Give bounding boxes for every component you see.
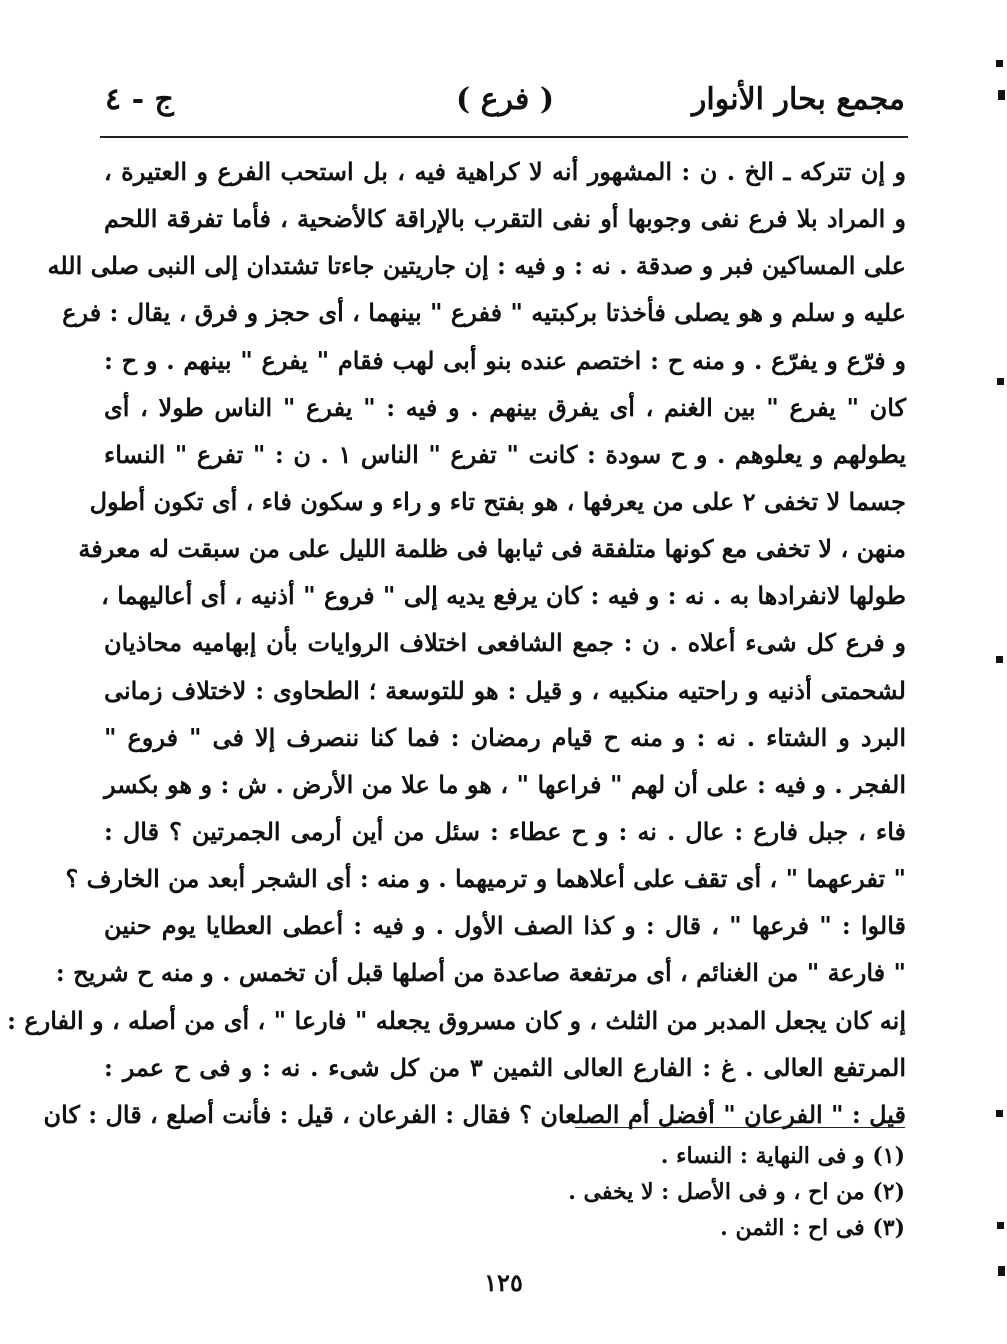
main-text — [7, 148, 907, 1138]
text-line: منهن ، لا تخفى مع كونها متلفقة فى ثيابها فى ظلمة الليل على من سبقت له معرفة — [78, 534, 906, 564]
text-line: و فرع كل شىء أعلاه . ن : جمع الشافعى اختلاف الروايات بأن إبهاميه محاذيان — [104, 628, 906, 658]
text-line: عليه و سلم و هو يصلى فأخذتا بركبتيه " ففرع " بينهما ، أى حجز و فرق ، يقال : فرع — [62, 298, 906, 328]
text-line: جسما لا تخفى ٢ على من يعرفها ، هو بفتح تاء و راء و سكون فاء ، أى تكون أطول — [89, 486, 906, 516]
scan-edge-mark — [996, 1110, 1003, 1117]
scan-edge-mark — [996, 60, 1003, 67]
text-line: " فارعة " من الغنائم ، أى مرتفعة صاعدة من أصلها قبل أن تخمس . و منه ح شريح : — [55, 958, 906, 988]
text-line: على المساكين فبر و صدقة . نه : و فيه : إن جاريتين جاءتا تشتدان إلى النبى صلى الله — [47, 251, 906, 281]
text-line: طولها لانفرادها به . نه : و فيه : كان يرفع يديه إلى " فروع " أذنيه ، أى أعاليهما ، — [101, 581, 906, 611]
text-line: و المراد بلا فرع نفى وجوبها أو نفى التقرب بالإراقة كالأضحية ، فأما تفرقة اللحم — [104, 204, 906, 234]
book-title: مجمع بحار الأنوار — [691, 82, 905, 117]
text-line: البرد و الشتاء . نه : و منه ح قيام رمضان : فما كنا ننصرف إلا فى " فروع " — [104, 722, 906, 752]
header-divider — [100, 136, 908, 138]
scan-edge-mark — [997, 378, 1004, 385]
text-line: الفجر . و فيه : على أن لهم " فراعها " ، هو ما علا من الأرض . ش : و هو بكسر — [104, 769, 906, 799]
footnote-item: (٣) فى اح : الثمن . — [720, 1215, 905, 1241]
text-line: إنه كان يجعل المدبر من الثلث ، و كان مسروق يجعله " فارعا " ، أى من أصله ، و الفارع : — [7, 1005, 906, 1035]
page-number: ١٢٥ — [484, 1268, 523, 1297]
text-line: كان " يفرع " بين الغنم ، أى يفرق بينهم . و فيه : " يفرع " الناس طولا ، أى — [104, 392, 906, 422]
text-line: قالوا : " فرعها " ، قال : و كذا الصف الأول . و فيه : أعطى العطايا يوم حنين — [104, 911, 907, 941]
text-line: قيل : " الفرعان " أفضل أم الصلعان ؟ فقال : الفرعان ، قيل : فأنت أصلع ، قال : كان — [43, 1099, 906, 1129]
volume-label: ج - ٤ — [105, 82, 174, 117]
footnotes — [485, 1138, 905, 1246]
scan-edge-mark — [998, 1266, 1005, 1276]
entry-heading: ( فرع ) — [455, 82, 555, 117]
footnote-item: (٢) من اح ، و فى الأصل : لا يخفى . — [568, 1179, 905, 1205]
text-line: " تفرعهما " ، أى تقف على أعلاهما و ترميهما . و منه : أى الشجر أبعد من الخارف ؟ — [65, 864, 906, 894]
text-line: فاء ، جبل فارع : عال . نه : و ح عطاء : سئل من أين أرمى الجمرتين ؟ قال : — [104, 816, 906, 846]
scan-edge-mark — [998, 90, 1005, 100]
text-line: و فرّع و يفرّع . و منه ح : اختصم عنده بنو أبى لهب فقام " يفرع " بينهم . و ح : — [104, 345, 906, 375]
footnote-divider — [575, 1127, 905, 1128]
running-header — [105, 82, 905, 130]
scan-edge-mark — [997, 1222, 1004, 1229]
text-line: يطولهم و يعلوهم . و ح سودة : كانت " تفرع " الناس ١ . ن : " تفرع " النساء — [104, 439, 907, 469]
scan-edge-mark — [996, 656, 1003, 663]
text-line: لشحمتى أذنيه و راحتيه منكبيه ، و قيل : هو للتوسعة ؛ الطحاوى : لاختلاف زمانى — [104, 675, 906, 705]
text-line: المرتفع العالى . غ : الفارع العالى الثمين ٣ من كل شىء . نه : و فى ح عمر : — [104, 1052, 906, 1082]
footnote-item: (١) و فى النهاية : النساء . — [660, 1143, 905, 1169]
text-line: و إن تتركه ـ الخ . ن : المشهور أنه لا كراهية فيه ، بل استحب الفرع و العتيرة ، — [104, 157, 906, 186]
